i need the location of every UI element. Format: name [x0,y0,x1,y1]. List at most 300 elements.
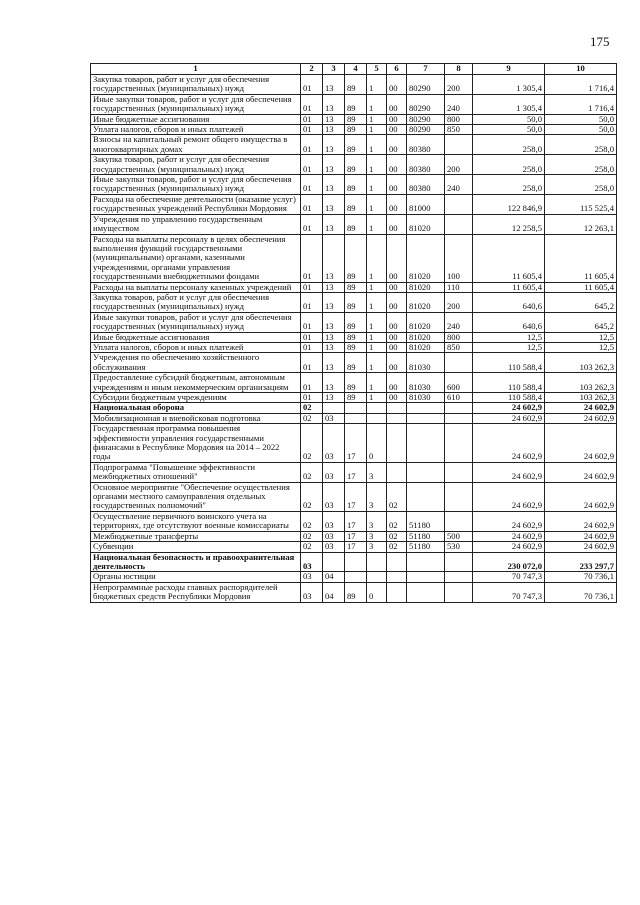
section-code-cell: 01 [301,194,323,214]
direction-code-cell: 51180 [407,531,445,541]
subsection-code-cell [323,403,345,413]
subprogram-code-cell: 1 [367,353,387,373]
table-row [91,413,617,423]
row-name-cell: Закупка товаров, работ и услуг для обеспечения государственных (муниципальных) нужд [91,292,301,312]
subprogram-code-cell: 0 [367,582,387,602]
expense-type-cell [445,552,473,572]
subprogram-code-cell [367,413,387,423]
table-row [91,194,617,214]
subprogram-code-cell: 1 [367,292,387,312]
program-code-cell: 17 [345,511,367,531]
row-name-cell: Закупка товаров, работ и услуг для обеспечения государственных (муниципальных) нужд [91,155,301,175]
direction-code-cell: 81020 [407,332,445,342]
table-row [91,572,617,582]
row-name-cell: Иные бюджетные ассигнования [91,114,301,124]
program-code-cell [345,413,367,423]
subsection-code-cell: 13 [323,234,345,282]
direction-code-cell: 80380 [407,155,445,175]
event-code-cell: 00 [387,282,407,292]
row-name-cell: Субвенции [91,542,301,552]
direction-code-cell: 80290 [407,94,445,114]
table-row [91,114,617,124]
program-code-cell: 89 [345,214,367,234]
subprogram-code-cell: 1 [367,125,387,135]
direction-code-cell [407,424,445,463]
table-row [91,462,617,482]
program-code-cell: 89 [345,155,367,175]
program-code-cell: 89 [345,125,367,135]
expense-type-cell [445,353,473,373]
table-row [91,424,617,463]
event-code-cell: 00 [387,194,407,214]
amount-year2-cell: 258,0 [545,135,617,155]
program-code-cell: 89 [345,332,367,342]
expense-type-cell: 530 [445,542,473,552]
subsection-code-cell: 13 [323,114,345,124]
direction-code-cell [407,582,445,602]
program-code-cell: 89 [345,282,367,292]
row-name-cell: Мобилизационная и вневойсковая подготовка [91,413,301,423]
subprogram-code-cell: 1 [367,94,387,114]
amount-year2-cell: 1 716,4 [545,94,617,114]
section-code-cell: 01 [301,135,323,155]
column-header: 1 [91,64,301,75]
expense-type-cell: 240 [445,94,473,114]
expense-type-cell: 850 [445,125,473,135]
amount-year2-cell: 24 602,9 [545,531,617,541]
amount-year1-cell: 24 602,9 [473,531,545,541]
subsection-code-cell: 13 [323,312,345,332]
section-code-cell: 02 [301,542,323,552]
amount-year1-cell: 110 588,4 [473,373,545,393]
direction-code-cell [407,572,445,582]
section-code-cell: 01 [301,214,323,234]
subprogram-code-cell: 1 [367,373,387,393]
amount-year2-cell: 11 605,4 [545,282,617,292]
direction-code-cell: 51180 [407,542,445,552]
event-code-cell: 00 [387,393,407,403]
subsection-code-cell: 13 [323,332,345,342]
column-header: 8 [445,64,473,75]
subprogram-code-cell: 1 [367,175,387,195]
program-code-cell: 17 [345,542,367,552]
amount-year1-cell: 11 605,4 [473,282,545,292]
column-header: 7 [407,64,445,75]
event-code-cell: 00 [387,312,407,332]
amount-year2-cell: 50,0 [545,125,617,135]
table-row [91,214,617,234]
direction-code-cell: 51180 [407,511,445,531]
expense-type-cell [445,214,473,234]
subprogram-code-cell: 1 [367,332,387,342]
amount-year1-cell: 24 602,9 [473,511,545,531]
direction-code-cell [407,403,445,413]
column-header: 5 [367,64,387,75]
event-code-cell: 02 [387,531,407,541]
event-code-cell: 00 [387,292,407,312]
subprogram-code-cell: 1 [367,234,387,282]
column-header: 2 [301,64,323,75]
event-code-cell: 02 [387,542,407,552]
expense-type-cell: 610 [445,393,473,403]
expense-type-cell [445,582,473,602]
subsection-code-cell: 03 [323,462,345,482]
event-code-cell: 00 [387,94,407,114]
subsection-code-cell: 03 [323,542,345,552]
table-row [91,332,617,342]
section-code-cell: 01 [301,125,323,135]
event-code-cell: 00 [387,135,407,155]
amount-year1-cell: 258,0 [473,135,545,155]
row-name-cell: Подпрограмма "Повышение эффективности межбюджетных отношений" [91,462,301,482]
table-row [91,582,617,602]
row-name-cell: Межбюджетные трансферты [91,531,301,541]
program-code-cell: 89 [345,194,367,214]
row-name-cell: Основное мероприятие "Обеспечение осуществления органами местного самоуправления отдельных государственных полномочий" [91,482,301,511]
subsection-code-cell: 03 [323,424,345,463]
program-code-cell: 89 [345,582,367,602]
subprogram-code-cell: 1 [367,75,387,95]
direction-code-cell: 81030 [407,373,445,393]
section-code-cell: 02 [301,462,323,482]
program-code-cell: 89 [345,94,367,114]
direction-code-cell [407,482,445,511]
program-code-cell: 89 [345,342,367,352]
program-code-cell [345,572,367,582]
section-code-cell: 01 [301,312,323,332]
direction-code-cell: 80290 [407,125,445,135]
expense-type-cell: 850 [445,342,473,352]
subprogram-code-cell: 1 [367,214,387,234]
event-code-cell: 00 [387,332,407,342]
row-name-cell: Национальная безопасность и правоохранительная деятельность [91,552,301,572]
section-code-cell: 01 [301,373,323,393]
header-row [91,64,617,75]
table-row [91,135,617,155]
event-code-cell [387,403,407,413]
event-code-cell [387,462,407,482]
amount-year2-cell: 24 602,9 [545,462,617,482]
amount-year2-cell: 645,2 [545,312,617,332]
table-row [91,94,617,114]
table-row [91,155,617,175]
direction-code-cell: 80380 [407,135,445,155]
row-name-cell: Субсидии бюджетным учреждениям [91,393,301,403]
section-code-cell: 02 [301,531,323,541]
expense-type-cell: 110 [445,282,473,292]
subsection-code-cell: 03 [323,413,345,423]
row-name-cell: Уплата налогов, сборов и иных платежей [91,342,301,352]
event-code-cell: 00 [387,155,407,175]
column-header: 4 [345,64,367,75]
subsection-code-cell [323,552,345,572]
row-name-cell: Предоставление субсидий бюджетным, автономным учреждениям и иным некоммерческим организациям [91,373,301,393]
subsection-code-cell: 03 [323,511,345,531]
subprogram-code-cell: 1 [367,155,387,175]
section-code-cell: 02 [301,424,323,463]
section-code-cell: 02 [301,482,323,511]
expense-type-cell [445,511,473,531]
amount-year1-cell: 258,0 [473,175,545,195]
expense-type-cell: 240 [445,312,473,332]
program-code-cell [345,552,367,572]
expense-type-cell [445,572,473,582]
direction-code-cell [407,413,445,423]
amount-year1-cell: 24 602,9 [473,482,545,511]
amount-year2-cell: 11 605,4 [545,234,617,282]
amount-year2-cell: 103 262,3 [545,373,617,393]
expense-type-cell: 800 [445,114,473,124]
table-row [91,234,617,282]
program-code-cell: 89 [345,373,367,393]
row-name-cell: Государственная программа повышения эффективности управления государственными финансами в Республике Мордовия на 2014 – 2022 годы [91,424,301,463]
budget-table [90,63,617,603]
program-code-cell: 89 [345,353,367,373]
event-code-cell: 00 [387,75,407,95]
amount-year1-cell: 1 305,4 [473,75,545,95]
amount-year2-cell: 258,0 [545,175,617,195]
subsection-code-cell: 13 [323,373,345,393]
amount-year2-cell: 12,5 [545,342,617,352]
subsection-code-cell: 04 [323,582,345,602]
section-code-cell: 01 [301,332,323,342]
amount-year2-cell: 115 525,4 [545,194,617,214]
event-code-cell: 00 [387,353,407,373]
section-code-cell: 01 [301,234,323,282]
direction-code-cell: 80290 [407,75,445,95]
amount-year2-cell: 24 602,9 [545,413,617,423]
amount-year2-cell: 24 602,9 [545,424,617,463]
direction-code-cell [407,462,445,482]
table-row [91,342,617,352]
direction-code-cell: 81020 [407,342,445,352]
section-code-cell: 03 [301,572,323,582]
amount-year1-cell: 110 588,4 [473,393,545,403]
page-number: 175 [590,34,610,49]
table-row [91,373,617,393]
subprogram-code-cell [367,552,387,572]
direction-code-cell: 81020 [407,234,445,282]
subsection-code-cell: 13 [323,94,345,114]
column-header: 10 [545,64,617,75]
amount-year2-cell: 24 602,9 [545,482,617,511]
amount-year2-cell: 103 262,3 [545,393,617,403]
expense-type-cell: 600 [445,373,473,393]
event-code-cell [387,413,407,423]
table-row [91,125,617,135]
subsection-code-cell: 03 [323,482,345,511]
section-code-cell: 01 [301,292,323,312]
table-row [91,403,617,413]
amount-year1-cell: 50,0 [473,125,545,135]
expense-type-cell: 240 [445,175,473,195]
row-name-cell: Иные закупки товаров, работ и услуг для обеспечения государственных (муниципальных) нужд [91,312,301,332]
amount-year2-cell: 24 602,9 [545,542,617,552]
subsection-code-cell: 13 [323,393,345,403]
expense-type-cell: 100 [445,234,473,282]
program-code-cell: 17 [345,482,367,511]
amount-year1-cell: 50,0 [473,114,545,124]
expense-type-cell [445,413,473,423]
event-code-cell: 00 [387,214,407,234]
program-code-cell: 89 [345,175,367,195]
subsection-code-cell: 13 [323,353,345,373]
table-row [91,282,617,292]
program-code-cell: 89 [345,135,367,155]
subprogram-code-cell: 1 [367,114,387,124]
row-name-cell: Органы юстиции [91,572,301,582]
row-name-cell: Иные закупки товаров, работ и услуг для обеспечения государственных (муниципальных) нужд [91,175,301,195]
subprogram-code-cell: 3 [367,482,387,511]
amount-year1-cell: 640,6 [473,292,545,312]
row-name-cell: Национальная оборона [91,403,301,413]
amount-year1-cell: 110 588,4 [473,353,545,373]
subsection-code-cell: 13 [323,342,345,352]
program-code-cell: 17 [345,531,367,541]
event-code-cell [387,572,407,582]
expense-type-cell [445,403,473,413]
subprogram-code-cell: 1 [367,194,387,214]
expense-type-cell [445,482,473,511]
table-body [91,75,617,603]
section-code-cell: 01 [301,155,323,175]
section-code-cell: 01 [301,114,323,124]
subprogram-code-cell: 1 [367,135,387,155]
section-code-cell: 01 [301,94,323,114]
subprogram-code-cell: 0 [367,424,387,463]
amount-year2-cell: 103 262,3 [545,353,617,373]
expense-type-cell: 800 [445,332,473,342]
row-name-cell: Расходы на выплаты персоналу казенных учреждений [91,282,301,292]
table-row [91,75,617,95]
row-name-cell: Иные бюджетные ассигнования [91,332,301,342]
section-code-cell: 01 [301,353,323,373]
program-code-cell: 89 [345,393,367,403]
subprogram-code-cell: 1 [367,342,387,352]
amount-year1-cell: 24 602,9 [473,424,545,463]
subsection-code-cell: 13 [323,75,345,95]
amount-year2-cell: 70 736,1 [545,582,617,602]
amount-year2-cell: 233 297,7 [545,552,617,572]
expense-type-cell [445,462,473,482]
direction-code-cell [407,552,445,572]
direction-code-cell: 81020 [407,312,445,332]
direction-code-cell: 81020 [407,214,445,234]
table-row [91,175,617,195]
event-code-cell [387,582,407,602]
program-code-cell: 89 [345,312,367,332]
program-code-cell: 89 [345,114,367,124]
event-code-cell [387,552,407,572]
event-code-cell: 00 [387,175,407,195]
amount-year1-cell: 70 747,3 [473,582,545,602]
amount-year1-cell: 70 747,3 [473,572,545,582]
table-row [91,531,617,541]
expense-type-cell: 200 [445,292,473,312]
subsection-code-cell: 13 [323,175,345,195]
program-code-cell: 89 [345,75,367,95]
column-header: 6 [387,64,407,75]
amount-year1-cell: 12 258,5 [473,214,545,234]
direction-code-cell: 81000 [407,194,445,214]
row-name-cell: Закупка товаров, работ и услуг для обеспечения государственных (муниципальных) нужд [91,75,301,95]
event-code-cell: 00 [387,125,407,135]
section-code-cell: 02 [301,403,323,413]
column-header: 9 [473,64,545,75]
row-name-cell: Взносы на капитальный ремонт общего имущества в многоквартирных домах [91,135,301,155]
table-row [91,542,617,552]
expense-type-cell [445,135,473,155]
table-row [91,353,617,373]
amount-year1-cell: 24 602,9 [473,542,545,552]
program-code-cell: 17 [345,462,367,482]
event-code-cell [387,424,407,463]
amount-year1-cell: 1 305,4 [473,94,545,114]
amount-year2-cell: 12,5 [545,332,617,342]
amount-year1-cell: 11 605,4 [473,234,545,282]
amount-year2-cell: 12 263,1 [545,214,617,234]
subsection-code-cell: 13 [323,125,345,135]
event-code-cell: 00 [387,373,407,393]
direction-code-cell: 80290 [407,114,445,124]
row-name-cell: Учреждения по обеспечению хозяйственного обслуживания [91,353,301,373]
expense-type-cell: 500 [445,531,473,541]
subprogram-code-cell [367,403,387,413]
subprogram-code-cell: 3 [367,542,387,552]
direction-code-cell: 81030 [407,393,445,403]
subprogram-code-cell: 1 [367,312,387,332]
subsection-code-cell: 13 [323,135,345,155]
subsection-code-cell: 13 [323,282,345,292]
section-code-cell: 01 [301,175,323,195]
direction-code-cell: 81030 [407,353,445,373]
row-name-cell: Иные закупки товаров, работ и услуг для обеспечения государственных (муниципальных) нужд [91,94,301,114]
subprogram-code-cell: 3 [367,511,387,531]
direction-code-cell: 80380 [407,175,445,195]
table-row [91,292,617,312]
section-code-cell: 01 [301,342,323,352]
direction-code-cell: 81020 [407,282,445,292]
program-code-cell: 89 [345,292,367,312]
table-row [91,552,617,572]
event-code-cell: 00 [387,114,407,124]
subsection-code-cell: 04 [323,572,345,582]
column-header: 3 [323,64,345,75]
amount-year2-cell: 70 736,1 [545,572,617,582]
table-row [91,482,617,511]
direction-code-cell: 81020 [407,292,445,312]
amount-year2-cell: 24 602,9 [545,511,617,531]
section-code-cell: 03 [301,552,323,572]
expense-type-cell [445,424,473,463]
subsection-code-cell: 13 [323,194,345,214]
expense-type-cell: 200 [445,155,473,175]
amount-year2-cell: 258,0 [545,155,617,175]
amount-year2-cell: 1 716,4 [545,75,617,95]
event-code-cell: 02 [387,511,407,531]
program-code-cell [345,403,367,413]
amount-year1-cell: 122 846,9 [473,194,545,214]
program-code-cell: 17 [345,424,367,463]
amount-year2-cell: 645,2 [545,292,617,312]
amount-year2-cell: 24 602,9 [545,403,617,413]
amount-year1-cell: 258,0 [473,155,545,175]
row-name-cell: Непрограммные расходы главных распорядителей бюджетных средств Республики Мордовия [91,582,301,602]
section-code-cell: 01 [301,75,323,95]
subprogram-code-cell: 3 [367,531,387,541]
program-code-cell: 89 [345,234,367,282]
section-code-cell: 01 [301,393,323,403]
